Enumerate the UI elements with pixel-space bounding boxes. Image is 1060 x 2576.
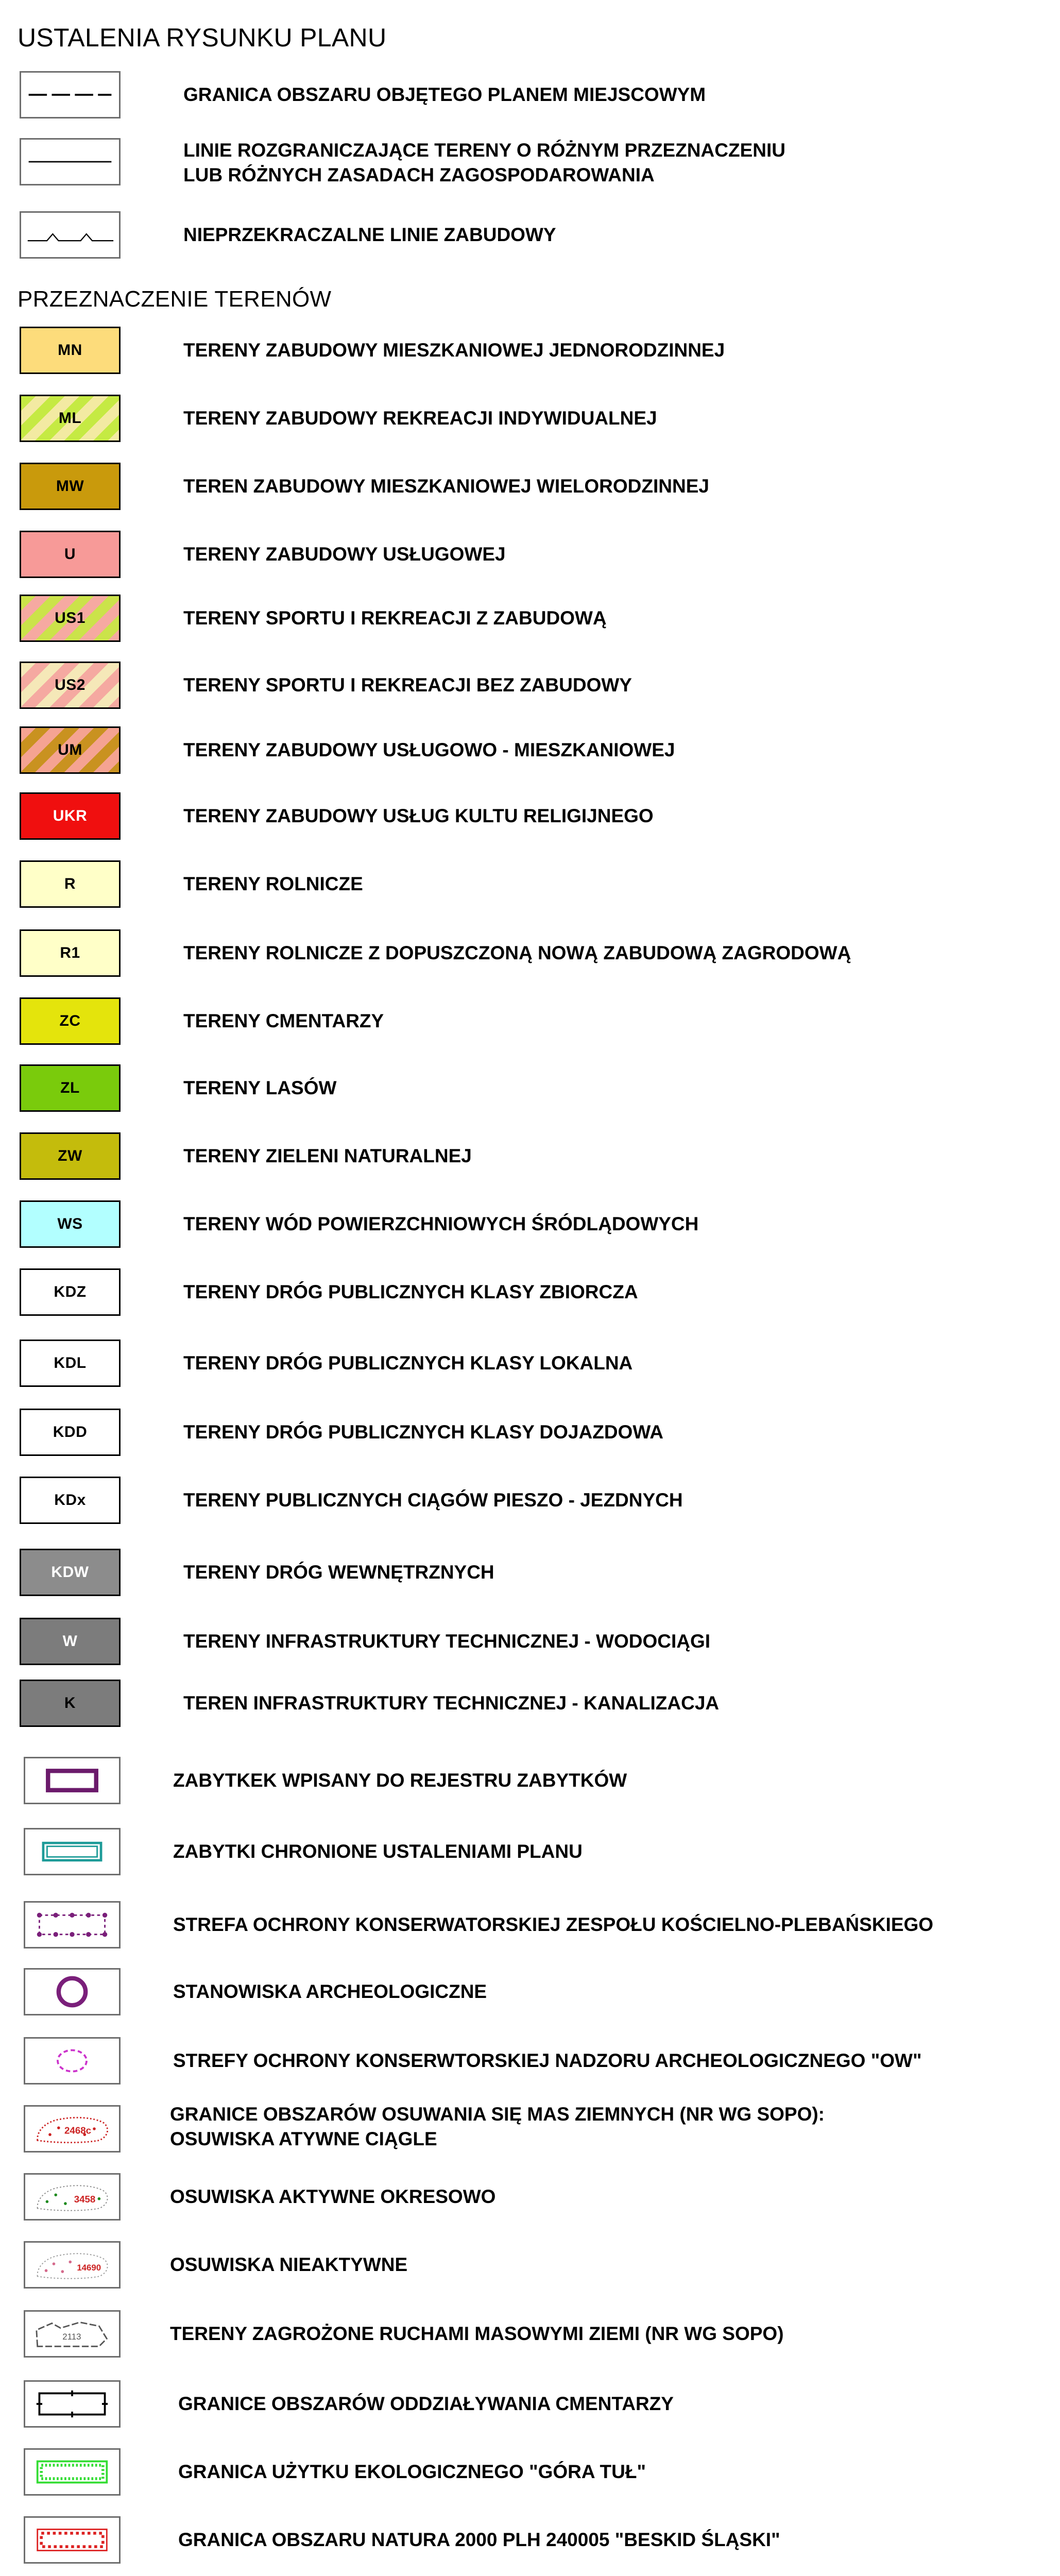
red-dashed-rectangle-icon (25, 2518, 119, 2562)
purple-ring-icon (25, 1970, 119, 2014)
zone-swatch-us2 (20, 662, 121, 709)
zone-code: KDD (53, 1423, 88, 1440)
natura-2000-symbol (24, 2516, 121, 2564)
zone-code: KDx (54, 1492, 86, 1509)
zone-swatch-zc (20, 997, 121, 1045)
zone-code: KDZ (54, 1283, 87, 1300)
inactive-landslide-symbol (24, 2241, 121, 2289)
legend-label: TERENY SPORTU I REKREACJI Z ZABUDOWĄ (183, 607, 607, 629)
zone-code: ML (58, 410, 82, 427)
zone-code: W (62, 1633, 78, 1650)
zone-swatch-ukr (20, 792, 121, 840)
legend-label: TERENY CMENTARZY (183, 1010, 384, 1031)
zone-swatch-r1 (20, 929, 121, 977)
demarcation-line-symbol (20, 138, 121, 185)
landslide-pink-dotted-icon (25, 2243, 119, 2287)
legend-label: STANOWISKA ARCHEOLOGICZNE (173, 1981, 487, 2002)
legend-label: TERENY LASÓW (183, 1077, 337, 1098)
zone-code: US1 (55, 609, 86, 626)
legend-label: OSUWISKA AKTYWNE OKRESOWO (170, 2186, 496, 2207)
archaeological-site-symbol (24, 1968, 121, 2015)
legend-label: TERENY SPORTU I REKREACJI BEZ ZABUDOWY (183, 674, 632, 696)
green-dashed-rectangle-icon (25, 2450, 119, 2494)
zone-code: R (64, 875, 76, 892)
teal-rectangle-icon (25, 1829, 119, 1874)
zone-code: KDW (51, 1564, 89, 1581)
zone-swatch-zl (20, 1064, 121, 1112)
zone-swatch-u (20, 531, 121, 578)
section-heading-land-use: PRZEZNACZENIE TERENÓW (18, 286, 332, 312)
zone-swatch-mn (20, 327, 121, 374)
legend-label: TERENY ZIELENI NATURALNEJ (183, 1145, 472, 1166)
zone-code: MW (56, 478, 84, 495)
legend-label: NIEPRZEKRACZALNE LINIE ZABUDOWY (183, 224, 556, 245)
zone-swatch-us1 (20, 595, 121, 642)
zone-swatch-r (20, 860, 121, 908)
legend-label: ZABYTKI CHRONIONE USTALENIAMI PLANU (173, 1841, 583, 1862)
conservation-zone-symbol (24, 1901, 121, 1948)
zone-code: KDL (54, 1354, 87, 1371)
zone-code: U (64, 546, 76, 563)
zone-swatch-kdd (20, 1409, 121, 1456)
legend-label: TERENY INFRASTRUKTURY TECHNICZNEJ - WODOCIĄGI (183, 1631, 711, 1652)
legend-label: TEREN INFRASTRUKTURY TECHNICZNEJ - KANALIZACJA (183, 1692, 720, 1714)
legend-label: STREFY OCHRONY KONSERWTORSKIEJ NADZORU ARCHEOLOGICZNEGO "OW" (173, 2050, 922, 2071)
zone-code: MN (58, 342, 82, 359)
protected-monument-symbol (24, 1828, 121, 1875)
zone-swatch-mw (20, 463, 121, 510)
zone-swatch-um (20, 726, 121, 774)
legend-label-line-1: GRANICE OBSZARÓW OSUWANIA SIĘ MAS ZIEMNYCH (NR WG SOPO): (170, 2104, 825, 2125)
building-line-icon (21, 213, 119, 257)
active-periodic-landslide-symbol (24, 2173, 121, 2221)
landslide-number: 3458 (74, 2194, 96, 2205)
zone-code: UKR (53, 807, 88, 824)
legend-label: GRANICA UŻYTKU EKOLOGICZNEGO "GÓRA TUŁ" (178, 2461, 646, 2482)
registered-monument-symbol (24, 1757, 121, 1804)
zone-code: UM (58, 741, 82, 758)
mass-movement-outline-icon (25, 2312, 119, 2356)
legend-label: ZABYTKEK WPISANY DO REJESTRU ZABYTKÓW (173, 1770, 627, 1791)
zone-code: WS (57, 1215, 83, 1232)
section-heading-plan-drawing: USTALENIA RYSUNKU PLANU (18, 23, 387, 52)
building-line-symbol (20, 211, 121, 259)
legend-label: GRANICA OBSZARU OBJĘTEGO PLANEM MIEJSCOWYM (183, 84, 706, 105)
landslide-green-dotted-icon (25, 2175, 119, 2219)
dashed-magenta-ellipse-icon (25, 2039, 119, 2083)
zone-code: R1 (60, 944, 80, 961)
black-rectangle-icon (25, 2382, 119, 2426)
zone-swatch-zw (20, 1132, 121, 1180)
legend-label: TEREN ZABUDOWY MIESZKANIOWEJ WIELORODZINNEJ (183, 476, 709, 497)
legend-label: TERENY ROLNICZE (183, 873, 363, 894)
dotted-purple-rectangle-icon (25, 1903, 119, 1947)
cemetery-impact-symbol (24, 2380, 121, 2428)
legend-label: TERENY PUBLICZNYCH CIĄGÓW PIESZO - JEZDNYCH (183, 1489, 683, 1511)
zone-code: ZL (60, 1079, 80, 1096)
legend-label: TERENY ZABUDOWY USŁUG KULTU RELIGIJNEGO (183, 805, 654, 826)
legend-label: TERENY ROLNICZE Z DOPUSZCZONĄ NOWĄ ZABUDOWĄ ZAGRODOWĄ (183, 942, 851, 963)
zone-swatch-kdz (20, 1268, 121, 1316)
legend-label: TERENY DRÓG WEWNĘTRZNYCH (183, 1562, 494, 1583)
legend-label-line-1: LINIE ROZGRANICZAJĄCE TERENY O RÓŻNYM PRZEZNACZENIU (183, 140, 785, 161)
zone-swatch-ws (20, 1200, 121, 1248)
landslide-red-dotted-icon (25, 2107, 119, 2151)
zone-code: US2 (55, 676, 86, 693)
active-continuous-landslide-symbol (24, 2105, 121, 2153)
legend-label: TERENY ZABUDOWY USŁUGOWEJ (183, 544, 506, 565)
solid-line-icon (21, 140, 119, 184)
zone-code: ZW (58, 1147, 82, 1164)
legend-label-line-2: OSUWISKA ATYWNE CIĄGLE (170, 2128, 437, 2149)
legend-label: TERENY DRÓG PUBLICZNYCH KLASY DOJAZDOWA (183, 1421, 663, 1443)
legend-label-line-2: LUB RÓŻNYCH ZASADACH ZAGOSPODAROWANIA (183, 164, 655, 185)
zone-swatch-kdw (20, 1549, 121, 1596)
landslide-number: 2113 (62, 2332, 81, 2342)
legend-label: GRANICE OBSZARÓW ODDZIAŁYWANIA CMENTARZY (178, 2393, 674, 2414)
legend-label: TERENY DRÓG PUBLICZNYCH KLASY ZBIORCZA (183, 1281, 638, 1302)
legend-label: GRANICA OBSZARU NATURA 2000 PLH 240005 "BESKID ŚLĄSKI" (178, 2529, 780, 2550)
legend-label: OSUWISKA NIEAKTYWNE (170, 2254, 408, 2275)
landslide-number: 14690 (77, 2263, 101, 2273)
legend-label: TERENY ZABUDOWY USŁUGOWO - MIESZKANIOWEJ (183, 739, 675, 760)
zone-swatch-w (20, 1618, 121, 1665)
purple-rectangle-icon (25, 1758, 119, 1803)
legend-label: TERENY ZABUDOWY MIESZKANIOWEJ JEDNORODZINNEJ (183, 340, 725, 361)
zone-swatch-ml (20, 395, 121, 442)
archaeological-zone-symbol (24, 2037, 121, 2084)
legend-label: TERENY WÓD POWIERZCHNIOWYCH ŚRÓDLĄDOWYCH (183, 1213, 699, 1234)
plan-boundary-symbol (20, 71, 121, 118)
legend-label: TERENY ZABUDOWY REKREACJI INDYWIDUALNEJ (183, 408, 657, 429)
ecological-site-symbol (24, 2448, 121, 2496)
landslide-number: 2468c (64, 2125, 92, 2136)
mass-movement-threat-symbol (24, 2310, 121, 2358)
zone-swatch-kdx (20, 1477, 121, 1524)
legend-label: STREFA OCHRONY KONSERWATORSKIEJ ZESPOŁU KOŚCIELNO-PLEBAŃSKIEGO (173, 1914, 934, 1935)
dashed-line-icon (21, 73, 119, 117)
zone-swatch-kdl (20, 1340, 121, 1387)
legend-label: TERENY ZAGROŻONE RUCHAMI MASOWYMI ZIEMI (NR WG SOPO) (170, 2323, 784, 2344)
legend-label: TERENY DRÓG PUBLICZNYCH KLASY LOKALNA (183, 1352, 633, 1374)
zone-code: K (64, 1694, 76, 1711)
zone-code: ZC (59, 1012, 81, 1029)
zone-swatch-k (20, 1680, 121, 1727)
